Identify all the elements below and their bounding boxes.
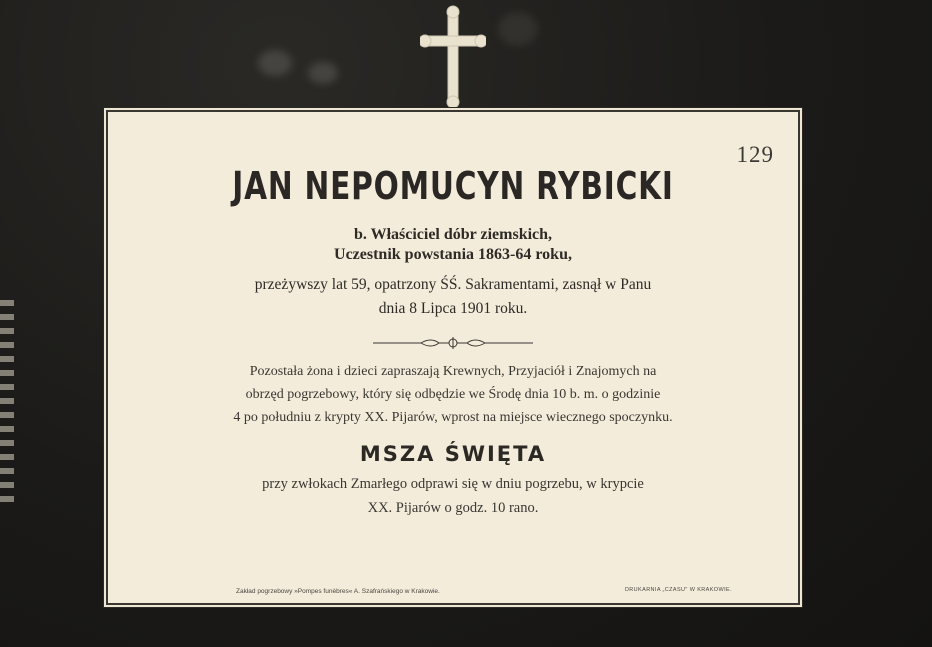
edge-wear — [0, 300, 14, 510]
printer-credit: DRUKARNIA „CZASU" W KRAKOWIE. — [624, 587, 732, 593]
mass-title: MSZA ŚWIĘTA — [359, 442, 547, 466]
funeral-home-credit: Zakład pogrzebowy »Pompes funèbres« A. Szafrańskiego w Krakowie. — [236, 588, 440, 595]
stain-spot — [258, 50, 292, 76]
mass-line-1: przy zwłokach Zmarłego odprawi się w dniu pogrzebu, w krypcie — [262, 476, 644, 492]
ornament-divider-icon — [373, 336, 533, 350]
subtitle-line-1: b. Właściciel dóbr ziemskich, — [353, 226, 553, 243]
invitation-line-1: Pozostała żona i dzieci zapraszają Krewnych, Przyjaciół i Znajomych na — [249, 364, 657, 379]
subtitle-line-2: Uczestnik powstania 1863-64 roku, — [334, 246, 572, 263]
obituary-card — [108, 112, 798, 603]
death-line-2: dnia 8 Lipca 1901 roku. — [378, 300, 528, 317]
stain-spot — [498, 12, 538, 46]
invitation-line-2: obrzęd pogrzebowy, który się odbędzie we Środę dnia 10 b. m. o godzinie — [245, 387, 661, 402]
stain-spot — [308, 62, 338, 84]
death-line-1: przeżywszy lat 59, opatrzony ŚŚ. Sakramentami, zasnął w Panu — [254, 276, 652, 293]
deceased-name: JAN NEPOMUCYN RYBICKI — [232, 164, 674, 208]
document-number: 129 — [736, 142, 774, 167]
cross-icon — [420, 4, 486, 108]
mass-line-2: XX. Pijarów o godz. 10 rano. — [367, 500, 539, 516]
invitation-line-3: 4 po południu z krypty XX. Pijarów, wprost na miejsce wiecznego spoczynku. — [233, 410, 673, 425]
